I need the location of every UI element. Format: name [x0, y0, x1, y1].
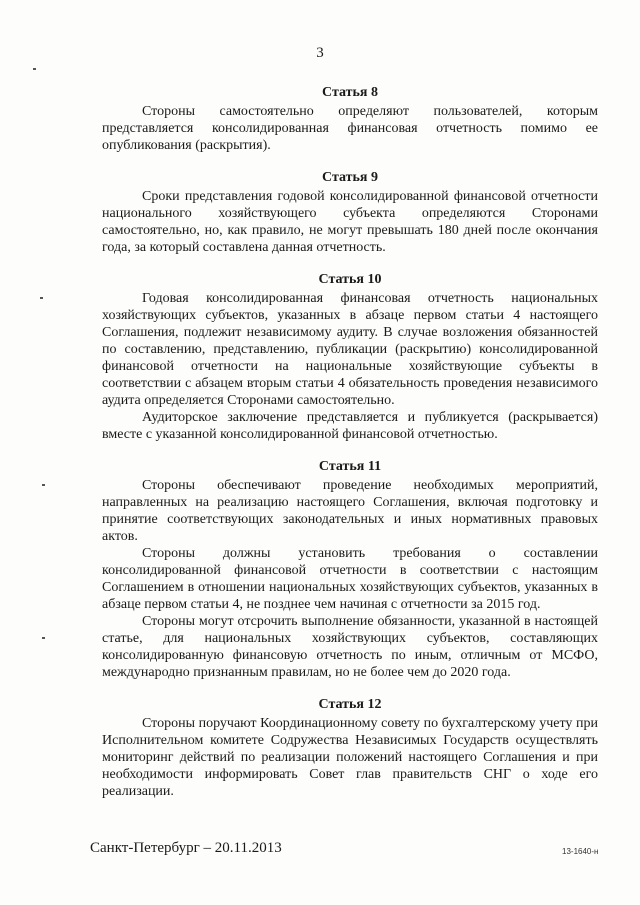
- article-paragraph: Стороны должны установить требования о составлении консолидированной финансовой отчетности в соответствии с настоящим Соглашением в отношении национальных хозяйствующих субъектов, указанных в абзаце первом статьи 4, не позднее чем начиная с отчетности за 2015 год.: [102, 546, 598, 612]
- document-body: [102, 84, 598, 800]
- article-title: Статья 8: [322, 85, 378, 100]
- article-8: [102, 84, 598, 154]
- article-paragraph: Стороны обеспечивают проведение необходимых мероприятий, направленных на реализацию настоящего Соглашения, включая подготовку и принятие соответствующих законодательных и иных нормативных правовых актов.: [102, 478, 598, 544]
- scan-artifact: [42, 637, 45, 639]
- page-number: 3: [316, 45, 324, 61]
- article-title: Статья 9: [322, 170, 378, 185]
- footer-document-code: 13-1640-н: [562, 847, 599, 856]
- article-paragraph: Стороны могут отсрочить выполнение обязанности, указанной в настоящей статье, для национальных хозяйствующих субъектов, составляющих консолидированную финансовую отчетность по иным, отличным от МСФО, международно признанным правилам, но не более чем до 2020 года.: [102, 614, 598, 680]
- scan-artifact: [40, 297, 43, 299]
- article-paragraph: Стороны поручают Координационному совету по бухгалтерскому учету при Исполнительном комитете Содружества Независимых Государств осуществлять мониторинг действий по реализации положений настоящего Соглашения и при необходимости информировать Совет глав правительств СНГ о ходе его реализации.: [102, 716, 598, 799]
- scan-artifact: [42, 484, 45, 486]
- article-title: Статья 12: [318, 697, 382, 712]
- article-paragraph: Аудиторское заключение представляется и публикуется (раскрывается) вместе с указанной консолидированной финансовой отчетностью.: [102, 410, 598, 442]
- scan-artifact: [33, 68, 36, 70]
- article-title: Статья 10: [318, 272, 382, 287]
- article-paragraph: Сроки представления годовой консолидированной финансовой отчетности национального хозяйствующего субъекта определяются Сторонами самостоятельно, но, как правило, не могут превышать 180 дней после окончания года, за который составлена данная отчетность.: [102, 189, 598, 255]
- article-title: Статья 11: [318, 459, 382, 474]
- article-12: [102, 696, 598, 800]
- article-paragraph: Стороны самостоятельно определяют пользователей, которым представляется консолидированная финансовая отчетность помимо ее опубликования (раскрытия).: [102, 104, 598, 153]
- article-10: [102, 271, 598, 443]
- article-9: [102, 169, 598, 256]
- footer-place-date: Санкт-Петербург – 20.11.2013: [90, 840, 282, 856]
- article-11: [102, 458, 598, 681]
- article-paragraph: Годовая консолидированная финансовая отчетность национальных хозяйствующих субъектов, указанных в абзаце первом статьи 4 настоящего Соглашения, подлежит независимому аудиту. В случае возложения обязанностей по составлению, представлению, публикации (раскрытию) консолидированной финансовой отчетности на национальные хозяйствующие субъекты в соответствии с абзацем вторым статьи 4 обязательность проведения независимого аудита определяется Сторонами самостоятельно.: [102, 291, 598, 408]
